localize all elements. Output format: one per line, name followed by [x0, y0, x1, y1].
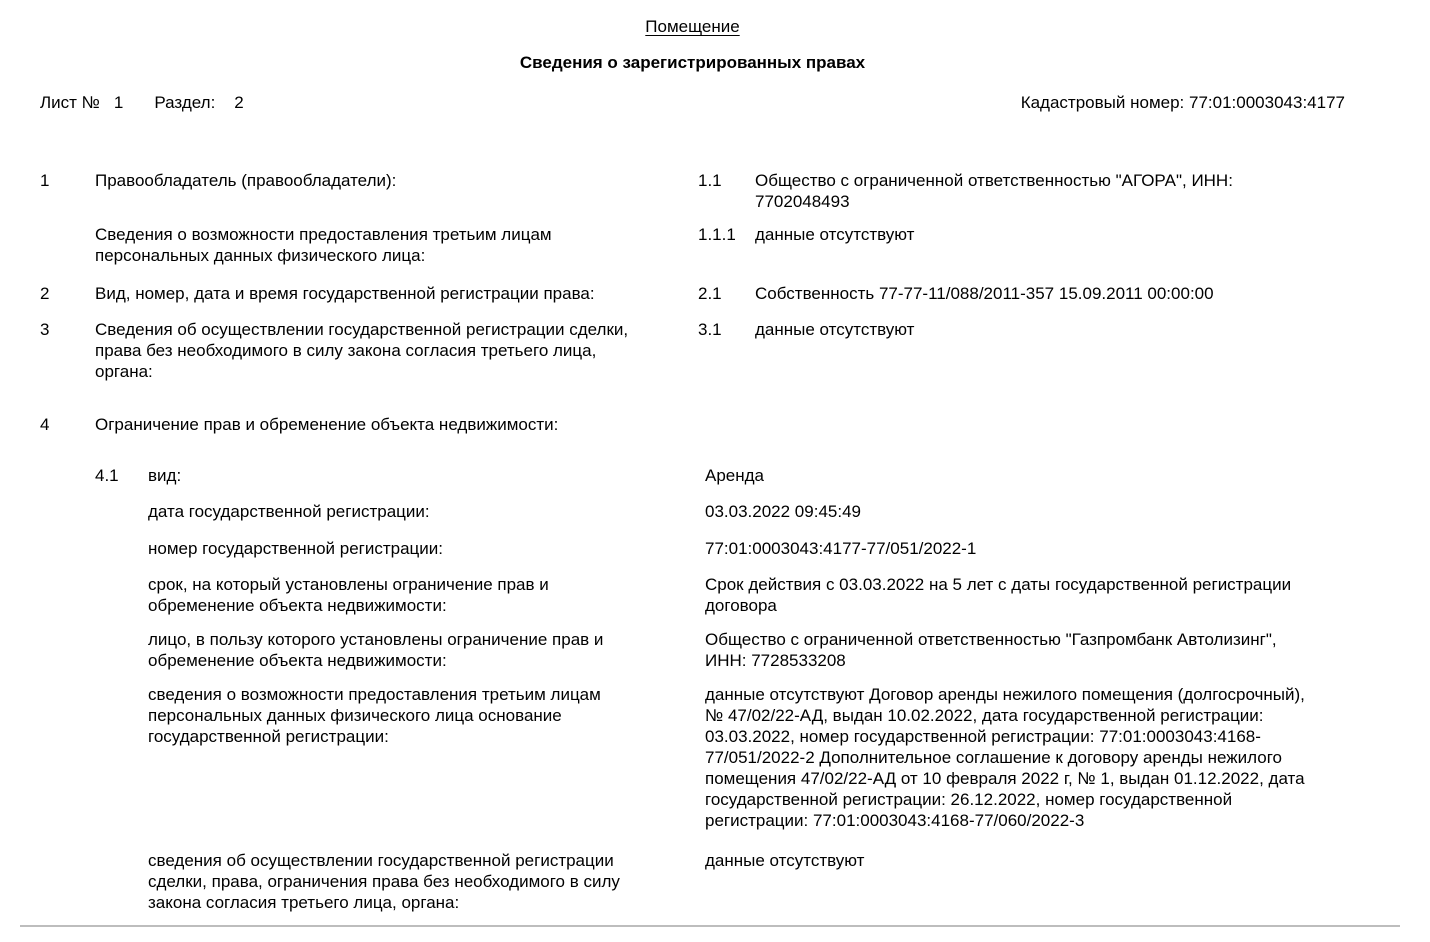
row-subnumber: 1.1.1 — [698, 225, 736, 244]
subrow-number — [95, 850, 148, 913]
table-row-registration — [0, 283, 1430, 304]
subrow-number: 4.1 — [95, 466, 119, 485]
row-value: Собственность 77-77-11/088/2011-357 15.09.2011 00:00:00 — [755, 284, 1214, 303]
subrow-label: вид: — [148, 466, 182, 485]
restriction-subsection — [0, 465, 1430, 913]
razdel-number: 2 — [234, 93, 244, 112]
row-value: данные отсутствуют — [755, 225, 915, 244]
row-value: данные отсутствуют — [755, 320, 915, 339]
table-row-personal-data — [0, 224, 1430, 266]
subrow-label: номер государственной регистрации: — [148, 539, 443, 558]
subrow-number — [95, 629, 148, 671]
cadastral-number — [1021, 92, 1345, 113]
subrow-number — [95, 538, 148, 559]
meta-row — [40, 92, 1345, 113]
row-label: Сведения об осуществлении государственной регистрации сделки, права без необходимого в силу закона согласия третьего лица, органа: — [95, 320, 629, 381]
document-header — [0, 16, 1430, 113]
subrow-deal-registration — [0, 850, 1430, 913]
subrow-beneficiary — [0, 629, 1430, 671]
section-title: Сведения о зарегистрированных правах — [519, 53, 866, 72]
row-number — [40, 224, 95, 266]
subrow-label: дата государственной регистрации: — [148, 502, 430, 521]
row-label: Вид, номер, дата и время государственной регистрации права: — [95, 284, 595, 303]
row-label: Правообладатель (правообладатели): — [95, 171, 397, 190]
row-number: 4 — [40, 415, 50, 434]
subrow-value: 77:01:0003043:4177-77/051/2022-1 — [705, 539, 977, 558]
sheet-number: 1 — [113, 93, 124, 112]
subrow-number — [95, 574, 148, 616]
cadastral-value: 77:01:0003043:4177 — [1189, 93, 1345, 112]
cadastral-label: Кадастровый номер: — [1020, 93, 1185, 112]
subrow-term — [0, 574, 1430, 616]
subrow-value: Общество с ограниченной ответственностью "Газпромбанк Автолизинг", ИНН: 7728533208 — [705, 630, 1277, 670]
subrow-label: сведения об осуществлении государственной регистрации сделки, права, ограничения права без необходимого в силу закона согласия третьего лица, органа: — [148, 851, 620, 912]
table-row-restrictions-header — [0, 414, 1430, 435]
subrow-basis — [0, 684, 1430, 831]
subrow-registration-number — [0, 538, 1430, 559]
subrow-value: данные отсутствуют — [705, 851, 865, 870]
title-line — [40, 16, 1345, 37]
subrow-value: 03.03.2022 09:45:49 — [705, 502, 861, 521]
bottom-divider — [20, 925, 1400, 927]
row-number: 2 — [40, 284, 50, 303]
object-type-title: Помещение — [645, 17, 740, 36]
row-value: Общество с ограниченной ответственностью "АГОРА", ИНН: 7702048493 — [755, 171, 1233, 211]
row-label: Ограничение прав и обременение объекта недвижимости: — [95, 415, 559, 434]
row-number: 3 — [40, 320, 50, 339]
row-subnumber: 1.1 — [698, 171, 722, 190]
subrow-number — [95, 501, 148, 522]
row-label: Сведения о возможности предоставления третьим лицам персональных данных физического лица: — [95, 225, 552, 265]
subrow-label: срок, на который установлены ограничение прав и обременение объекта недвижимости: — [148, 575, 549, 615]
sheet-section-info — [40, 92, 244, 113]
sheet-label: Лист № — [40, 93, 100, 112]
subrow-label: лицо, в пользу которого установлены ограничение прав и обременение объекта недвижимости: — [148, 630, 604, 670]
subrow-value: Аренда — [705, 466, 765, 485]
register-table — [0, 170, 1430, 913]
subrow-label: сведения о возможности предоставления третьим лицам персональных данных физического лица основание государственной регистрации: — [148, 685, 601, 746]
subrow-kind — [0, 465, 1430, 486]
subrow-value: данные отсутствуют Договор аренды нежилого помещения (долгосрочный), № 47/02/22-АД, выдан 10.02.2022, дата государственной регистрации: 03.03.2022, номер государственной регистрации: 77:01:0003043:4168-77/051/2022-2 Дополнительное соглашение к договору аренды нежилого помещения 47/02/22-АД от 10 февраля 2022 г, № 1, выдан 01.12.2022, дата государственной регистрации: 26.12.2022, номер государственной регистрации: 77:01:0003043:4168-77/060/2022-3 — [705, 685, 1305, 830]
table-row-deal-registration — [0, 319, 1430, 382]
subrow-number — [95, 684, 148, 831]
razdel-label: Раздел: — [154, 93, 216, 112]
row-number: 1 — [40, 171, 50, 190]
subrow-registration-date — [0, 501, 1430, 522]
subrow-value: Срок действия с 03.03.2022 на 5 лет с даты государственной регистрации договора — [705, 575, 1292, 615]
row-subnumber: 2.1 — [698, 284, 722, 303]
row-subnumber — [698, 414, 755, 435]
table-row-rightholder — [0, 170, 1430, 212]
row-subnumber: 3.1 — [698, 320, 722, 339]
